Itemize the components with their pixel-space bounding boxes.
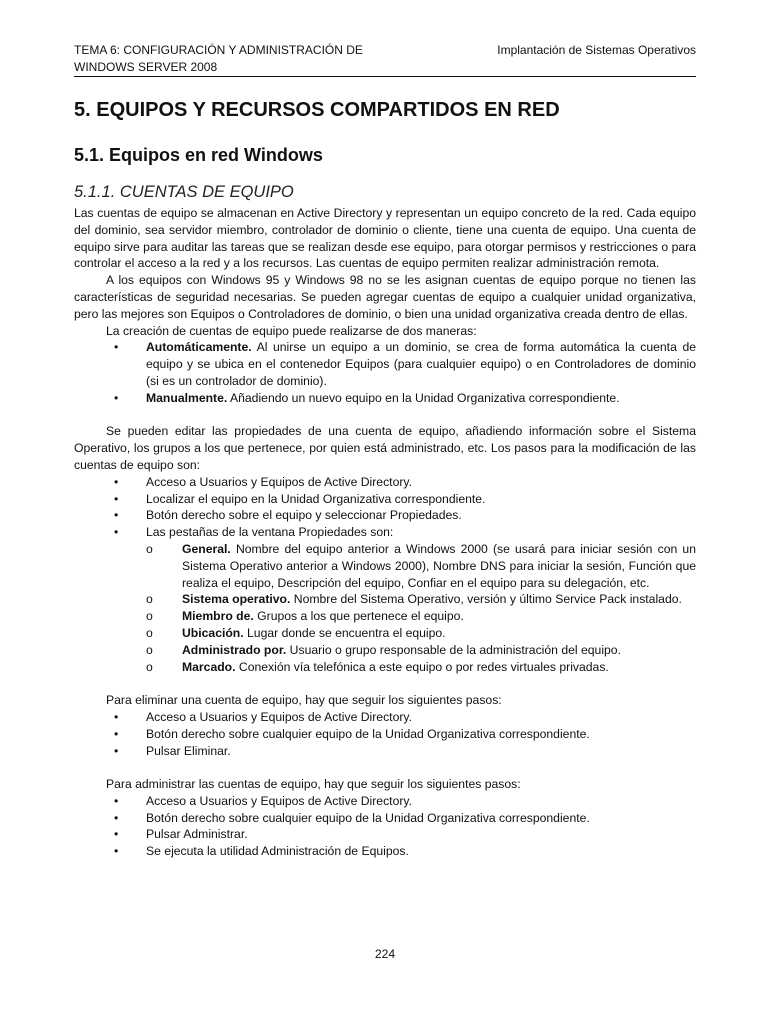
bullet-marker: •: [114, 726, 119, 741]
list-item: [74, 826, 696, 843]
list-item-text: Nombre del equipo anterior a Windows 2000 (se usará para iniciar sesión con un Sistema Operativo anterior a Windows 2000), Nombre DNS para iniciar la sesión, Función que realiza el equipo, Descripción del equipo, Confiar en el equipo para su delegación, etc.: [182, 541, 696, 590]
bullet-marker: •: [114, 844, 119, 859]
admin-steps-list: [74, 793, 696, 860]
list-item: [74, 709, 696, 726]
bullet-marker: •: [114, 390, 119, 405]
sub-bullet-marker: o: [146, 642, 153, 657]
list-item-term: Administrado por.: [182, 642, 287, 657]
list-item-text: Añadiendo un nuevo equipo en la Unidad Organizativa correspondiente.: [227, 390, 620, 405]
sub-list-item: [74, 625, 696, 642]
list-item: [74, 507, 696, 524]
properties-tabs-list: [74, 541, 696, 675]
bullet-marker: •: [114, 810, 119, 825]
bullet-marker: •: [114, 827, 119, 842]
header-divider: [74, 76, 696, 77]
list-item-text: Acceso a Usuarios y Equipos de Active Directory.: [146, 709, 412, 724]
paragraph: Para eliminar una cuenta de equipo, hay que seguir los siguientes pasos:: [106, 693, 502, 708]
list-item-term: Miembro de.: [182, 609, 254, 624]
list-item-term: Manualmente.: [146, 390, 228, 405]
bullet-marker: •: [114, 709, 119, 724]
list-item-text: Lugar donde se encuentra el equipo.: [243, 625, 446, 640]
sub-bullet-marker: o: [146, 541, 153, 556]
paragraph: Se pueden editar las propiedades de una cuenta de equipo, añadiendo información sobre el Sistema Operativo, los grupos a los que pertenece, por quien está administrado, etc. Los pasos para la modificación de las cuentas de equipo son:: [74, 424, 696, 472]
list-item-text: Acceso a Usuarios y Equipos de Active Directory.: [146, 474, 412, 489]
list-item: [74, 390, 696, 407]
list-item: [74, 810, 696, 827]
sub-list-item: [74, 642, 696, 659]
bullet-marker: •: [114, 793, 119, 808]
list-item-text: Usuario o grupo responsable de la administración del equipo.: [286, 642, 621, 657]
list-item-term: Sistema operativo.: [182, 592, 291, 607]
bullet-marker: •: [114, 340, 119, 355]
list-item-term: Automáticamente.: [146, 340, 252, 355]
creation-methods-list: [74, 339, 696, 406]
edit-steps-list: [74, 474, 696, 541]
section-heading: 5.1. Equipos en red Windows: [74, 145, 323, 165]
list-item-text: Botón derecho sobre el equipo y seleccionar Propiedades.: [146, 508, 462, 523]
list-item-text: Acceso a Usuarios y Equipos de Active Directory.: [146, 793, 412, 808]
list-item-text: Se ejecuta la utilidad Administración de Equipos.: [146, 844, 409, 859]
list-item-text: Grupos a los que pertenece el equipo.: [253, 609, 464, 624]
bullet-marker: •: [114, 525, 119, 540]
sub-list-item: [74, 541, 696, 591]
list-item: [74, 843, 696, 860]
sub-list-item: [74, 659, 696, 676]
list-item: [74, 491, 696, 508]
subsection-heading: 5.1.1. CUENTAS DE EQUIPO: [74, 183, 294, 201]
bullet-marker: •: [114, 508, 119, 523]
bullet-marker: •: [114, 474, 119, 489]
sub-bullet-marker: o: [146, 592, 153, 607]
header-course-title: Implantación de Sistemas Operativos: [497, 43, 696, 57]
sub-list-item: [74, 608, 696, 625]
paragraph: La creación de cuentas de equipo puede realizarse de dos maneras:: [106, 323, 477, 338]
sub-list-item: [74, 591, 696, 608]
sub-bullet-marker: o: [146, 659, 153, 674]
chapter-heading: 5. EQUIPOS Y RECURSOS COMPARTIDOS EN RED: [74, 99, 560, 121]
list-item: [74, 524, 696, 541]
sub-bullet-marker: o: [146, 625, 153, 640]
list-item: [74, 726, 696, 743]
page-number: 224: [374, 947, 396, 961]
delete-steps-list: [74, 709, 696, 759]
header-chapter-title: TEMA 6: CONFIGURACIÓN Y ADMINISTRACIÓN DE WINDOWS SERVER 2008: [74, 43, 363, 74]
list-item: [74, 743, 696, 760]
list-item: [74, 339, 696, 389]
bullet-marker: •: [114, 743, 119, 758]
list-item-term: General.: [182, 541, 231, 556]
list-item-text: Las pestañas de la ventana Propiedades son:: [146, 525, 394, 540]
list-item-text: Conexión vía telefónica a este equipo o por redes virtuales privadas.: [235, 659, 609, 674]
paragraph: Para administrar las cuentas de equipo, hay que seguir los siguientes pasos:: [106, 777, 521, 792]
list-item: [74, 793, 696, 810]
list-item-text: Pulsar Administrar.: [146, 827, 248, 842]
paragraph: A los equipos con Windows 95 y Windows 98 no se les asignan cuentas de equipo porque no tienen las características de seguridad necesarias. Se pueden agregar cuentas de equipo a cualquier unidad organizativa, pero las mejores son Equipos o Controladores de dominio, o bien una unidad organizativa creada dentro de ellas.: [74, 273, 696, 321]
list-item-term: Marcado.: [182, 659, 236, 674]
list-item-term: Ubicación.: [182, 625, 244, 640]
list-item-text: Pulsar Eliminar.: [146, 743, 231, 758]
list-item-text: Botón derecho sobre cualquier equipo de la Unidad Organizativa correspondiente.: [146, 810, 590, 825]
list-item-text: Al unirse un equipo a un dominio, se crea de forma automática la cuenta de equipo y se ubica en el contenedor Equipos (para cualquier equipo) o en Controladores de dominio (si es un controlador de dominio).: [146, 340, 696, 388]
list-item-text: Nombre del Sistema Operativo, versión y último Service Pack instalado.: [290, 592, 682, 607]
body-text: [74, 205, 696, 860]
list-item-text: Botón derecho sobre cualquier equipo de la Unidad Organizativa correspondiente.: [146, 726, 590, 741]
sub-bullet-marker: o: [146, 609, 153, 624]
paragraph: Las cuentas de equipo se almacenan en Active Directory y representan un equipo concreto de la red. Cada equipo del dominio, sea servidor miembro, controlador de dominio o cliente, tiene una cuenta de equipo. Una cuenta de equipo sirve para auditar las tareas que se realizan desde ese equipo, para otorgar permisos y restricciones o para controlar el acceso a la red y a los recursos. Las cuentas de equipo permiten realizar administración remota.: [74, 206, 696, 271]
list-item: [74, 474, 696, 491]
list-item-text: Localizar el equipo en la Unidad Organizativa correspondiente.: [146, 491, 486, 506]
bullet-marker: •: [114, 491, 119, 506]
